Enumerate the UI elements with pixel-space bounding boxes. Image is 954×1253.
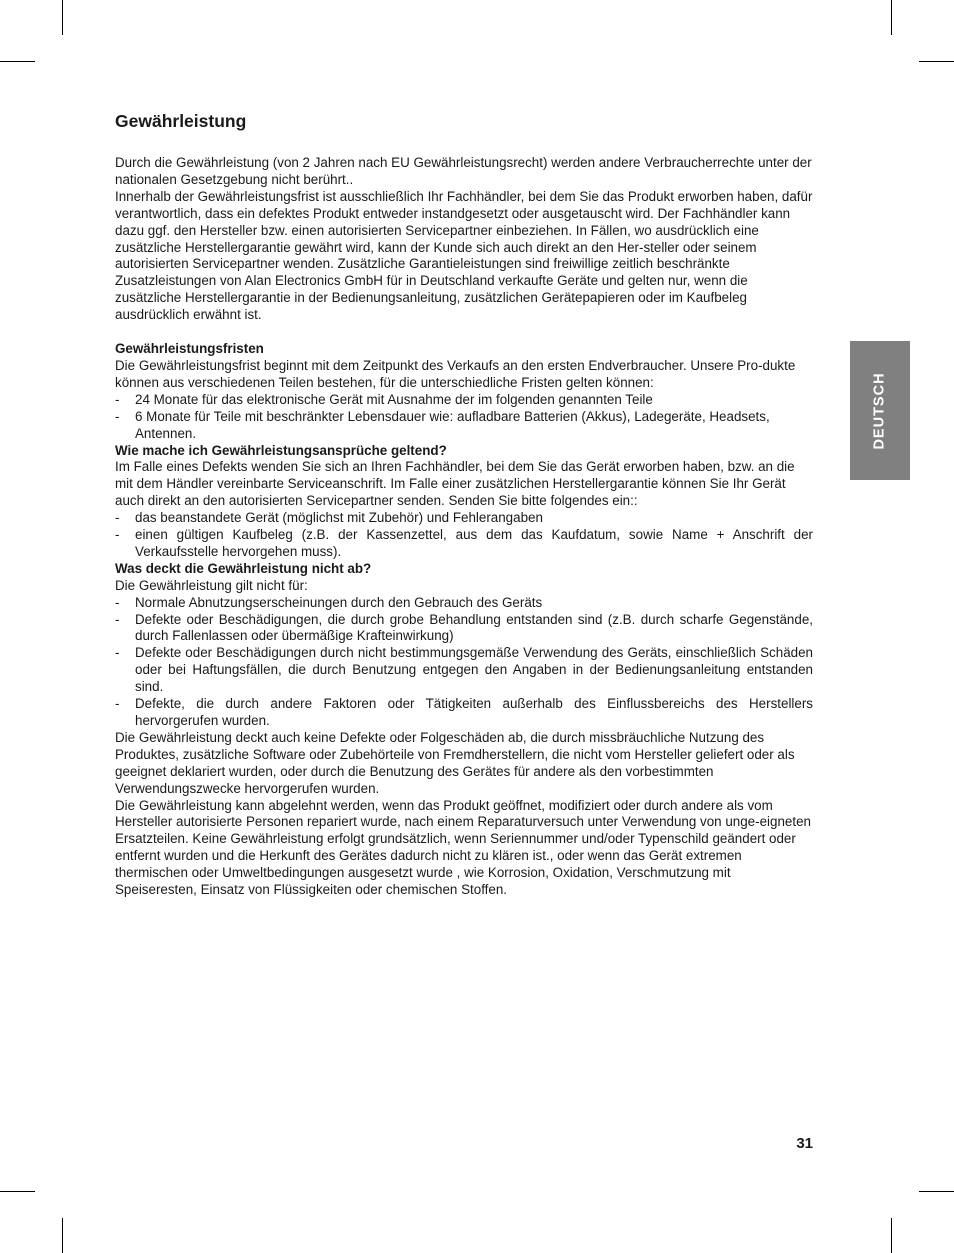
section-heading-fristen: Gewährleistungsfristen [115, 341, 264, 357]
crop-mark [62, 0, 63, 35]
list-anspruch [115, 510, 813, 561]
list-item: - Defekte oder Beschädigungen durch nicht bestimmungsgemäße Verwendung des Geräts, einschließlich Schäden oder bei Haftungsfällen, die durch Benutzung entgegen den Angaben in der Bedienungsanleitung entstanden sind. [115, 645, 813, 696]
crop-mark [919, 61, 954, 62]
spacer [115, 324, 813, 341]
list-item: - Defekte, die durch andere Faktoren oder Tätigkeiten außerhalb des Einflussbereichs des Herstellers hervorgerufen wurden. [115, 696, 813, 730]
page-number: 31 [796, 1135, 813, 1152]
page-title: Gewährleistung [115, 111, 247, 131]
language-tab-label: DEUTSCH [872, 371, 888, 450]
intro-paragraph: Durch die Gewährleistung (von 2 Jahren nach EU Gewährleistungsrecht) werden andere Verbraucherrechte unter der nationalen Gesetzgebung nicht berührt.. [115, 155, 812, 187]
crop-mark [891, 0, 892, 35]
section-text-anspruch: Im Falle eines Defekts wenden Sie sich an Ihren Fachhändler, bei dem Sie das Gerät erworben haben, bzw. an die mit dem Händler vereinbarte Serviceanschrift. Im Falle einer zusätzlichen Herstellergarantie können Sie Ihr Gerät auch direkt an den autorisierten Servicepartner senden. Senden Sie bitte folgendes ein:: [115, 459, 795, 509]
crop-mark [0, 1191, 35, 1192]
list-item: - Normale Abnutzungserscheinungen durch den Gebrauch des Geräts [115, 595, 813, 612]
intro-paragraph: Innerhalb der Gewährleistungsfrist ist ausschließlich Ihr Fachhändler, bei dem Sie das Produkt erworben haben, dafür verantwortlich, dass ein defektes Produkt entweder instandgesetzt oder ausgetauscht wird. Der Fachhändler kann dazu ggf. den Hersteller bzw. einen autorisierten Servicepartner einbeziehen. In Fällen, wo ausdrücklich eine zusätzliche Herstellergarantie gewährt wird, kann der Kunde sich auch direkt an den Her-steller oder seinem autorisierten Servicepartner wenden. Zusätzliche Garantieleistungen sind freiwillige zeitlich beschränkte Zusatzleistungen von Alan Electronics GmbH für in Deutschland verkaufte Geräte und gelten nur, wenn die zusätzliche Herstellergarantie in der Bedienungsanleitung, zusätzlichen Gerätepapieren oder im Kaufbeleg ausdrücklich erwähnt ist. [115, 188, 813, 323]
list-nicht [115, 595, 813, 730]
crop-mark [919, 1191, 954, 1192]
list-item: - das beanstandete Gerät (möglichst mit Zubehör) und Fehlerangaben [115, 510, 813, 527]
section-paragraph: Die Gewährleistung kann abgelehnt werden, wenn das Produkt geöffnet, modifiziert oder durch andere als vom Hersteller autorisierte Personen repariert wurde, nach einem Reparaturversuch unter Verwendung von unge-eigneten Ersatzteilen. Keine Gewährleistung erfolgt grundsätzlich, wenn Seriennummer und/oder Typenschild geändert oder entfernt wurden und die Herkunft des Gerätes dadurch nicht zu klären ist., oder wenn das Gerät extremen thermischen oder Umweltbedingungen ausgesetzt wurde , wie Korrosion, Oxidation, Verschmutzung mit Speiseresten, Einsatz von Flüssigkeiten oder chemischen Stoffen. [115, 797, 811, 898]
section-heading-anspruch: Wie mache ich Gewährleistungsansprüche geltend? [115, 442, 447, 458]
section-text-nicht: Die Gewährleistung gilt nicht für: [115, 577, 308, 593]
section-heading-nicht: Was deckt die Gewährleistung nicht ab? [115, 560, 372, 576]
document-body [115, 110, 813, 899]
list-item: - 6 Monate für Teile mit beschränkter Lebensdauer wie: aufladbare Batterien (Akkus), Ladegeräte, Headsets, Antennen. [115, 409, 813, 443]
list-fristen [115, 392, 813, 443]
language-tab [850, 341, 910, 480]
section-paragraph: Die Gewährleistung deckt auch keine Defekte oder Folgeschäden ab, die durch missbräuchliche Nutzung des Produktes, zusätzliche Software oder Zubehörteile von Fremdherstellern, die nicht vom Hersteller geliefert oder als geeignet deklariert wurden, oder durch die Benutzung des Gerätes für andere als den vorbestimmten Verwendungszwecke hervorgerufen wurden. [115, 729, 795, 796]
list-item: - einen gültigen Kaufbeleg (z.B. der Kassenzettel, aus dem das Kaufdatum, sowie Name + Anschrift der Verkaufsstelle hervorgehen muss). [115, 527, 813, 561]
crop-mark [62, 1218, 63, 1253]
list-item: - Defekte oder Beschädigungen, die durch grobe Behandlung entstanden sind (z.B. durch scharfe Gegenstände, durch Fallenlassen oder übermäßige Krafteinwirkung) [115, 612, 813, 646]
crop-mark [891, 1218, 892, 1253]
section-text-fristen: Die Gewährleistungsfrist beginnt mit dem Zeitpunkt des Verkaufs an den ersten Endverbraucher. Unsere Pro-dukte können aus verschiedenen Teilen bestehen, für die unterschiedliche Fristen gelten können: [115, 357, 796, 390]
crop-mark [0, 61, 35, 62]
list-item: - 24 Monate für das elektronische Gerät mit Ausnahme der im folgenden genannten Teile [115, 392, 813, 409]
